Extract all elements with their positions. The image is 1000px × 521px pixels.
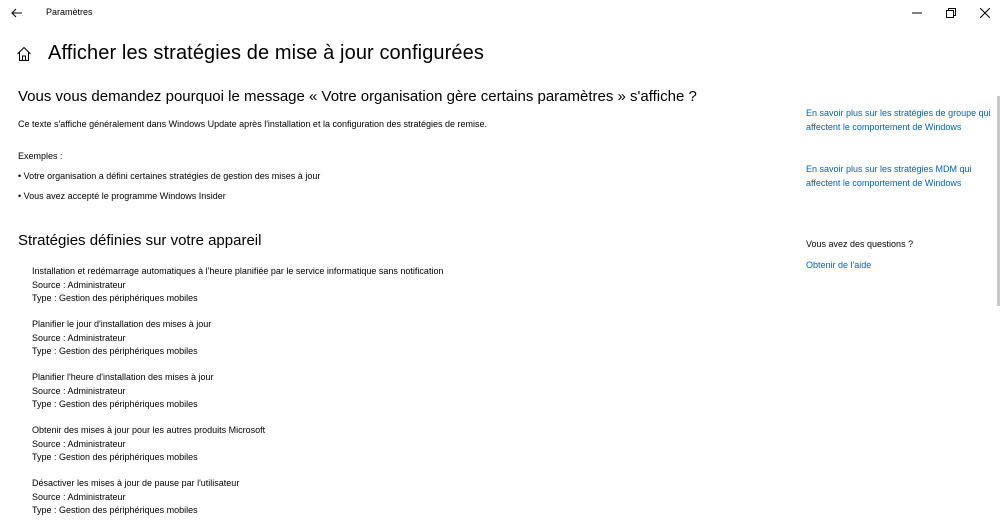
title-bar xyxy=(0,0,1000,26)
back-button[interactable] xyxy=(6,3,28,23)
policy-item xyxy=(32,265,443,306)
policy-item xyxy=(32,318,211,359)
close-button[interactable] xyxy=(970,2,1000,24)
page-header xyxy=(0,40,800,70)
questions-label: Vous avez des questions ? xyxy=(806,239,914,249)
arrow-left-icon xyxy=(11,8,23,18)
minimize-button[interactable] xyxy=(902,2,932,24)
policy-type: Type : Gestion des périphériques mobiles xyxy=(32,505,198,515)
policy-name: Désactiver les mises à jour de pause par l'utilisateur xyxy=(32,478,240,488)
policy-type: Type : Gestion des périphériques mobiles xyxy=(32,346,198,356)
policy-source: Source : Administrateur xyxy=(32,279,126,290)
policy-type: Type : Gestion des périphériques mobiles xyxy=(32,399,198,409)
intro-heading: Vous vous demandez pourquoi le message « Votre organisation gère certains paramètres » s'affiche ? xyxy=(18,88,697,105)
policy-name: Obtenir des mises à jour pour les autres produits Microsoft xyxy=(32,425,266,435)
intro-description: Ce texte s'affiche généralement dans Windows Update après l'installation et la configuration des stratégies de remise. xyxy=(18,119,488,129)
group-policy-link[interactable]: En savoir plus sur les stratégies de groupe qui affectent le comportement de Windows xyxy=(806,108,991,132)
minimize-icon xyxy=(912,8,922,18)
close-icon xyxy=(980,8,990,18)
policy-item xyxy=(32,424,265,465)
policy-item xyxy=(32,477,239,518)
policy-source: Source : Administrateur xyxy=(32,385,126,396)
policy-source: Source : Administrateur xyxy=(32,491,126,502)
restore-button[interactable] xyxy=(936,2,966,24)
mdm-policy-link[interactable]: En savoir plus sur les stratégies MDM qui affectent le comportement de Windows xyxy=(806,164,972,188)
policy-name: Planifier l'heure d'installation des mises à jour xyxy=(32,372,214,382)
examples-label: Exemples : xyxy=(18,151,63,161)
window-title: Paramètres xyxy=(46,7,93,17)
policy-item xyxy=(32,371,214,412)
example-item: • Votre organisation a défini certaines stratégies de gestion des mises à jour xyxy=(18,171,321,181)
home-icon[interactable] xyxy=(16,46,32,62)
get-help-link[interactable]: Obtenir de l'aide xyxy=(806,260,872,270)
policy-name: Planifier le jour d'installation des mises à jour xyxy=(32,319,212,329)
policy-name: Installation et redémarrage automatiques à l'heure planifiée par le service informatique sans notification xyxy=(32,266,444,276)
policy-type: Type : Gestion des périphériques mobiles xyxy=(32,293,198,303)
page-title: Afficher les stratégies de mise à jour configurées xyxy=(48,42,484,64)
policy-type: Type : Gestion des périphériques mobiles xyxy=(32,452,198,462)
policy-source: Source : Administrateur xyxy=(32,438,126,449)
policy-source: Source : Administrateur xyxy=(32,332,126,343)
policies-heading: Stratégies définies sur votre appareil xyxy=(18,232,262,249)
example-item: • Vous avez accepté le programme Windows Insider xyxy=(18,191,226,201)
restore-icon xyxy=(946,8,956,18)
